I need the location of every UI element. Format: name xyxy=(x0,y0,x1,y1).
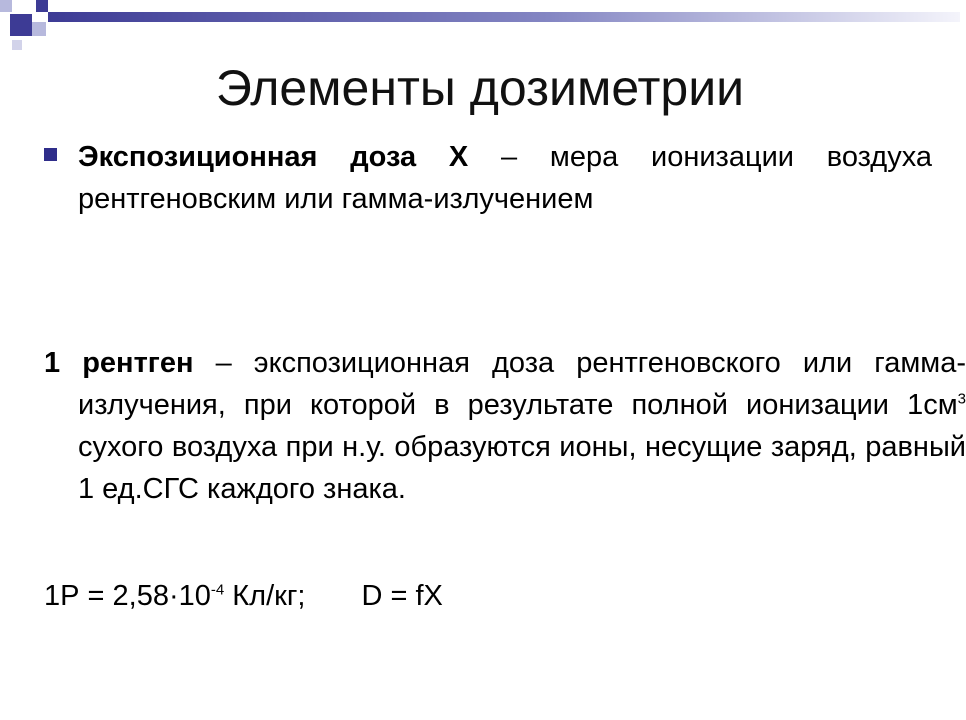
formula-left-b: Кл/кг; xyxy=(224,580,306,612)
bullet-paragraph xyxy=(78,136,932,220)
decor-square xyxy=(0,0,12,12)
formula-right: D = fX xyxy=(361,580,443,612)
decor-square xyxy=(32,22,46,36)
bullet-term: Экспозиционная доза Х xyxy=(78,141,469,173)
formula-exponent: -4 xyxy=(210,581,225,599)
formula-line xyxy=(44,576,443,616)
header-gradient-bar xyxy=(48,12,960,22)
decor-square xyxy=(36,0,48,12)
formula-left-a: 1Р = 2,58·10 xyxy=(44,580,211,612)
definition-text-a: – экспозиционная доза рентгеновского или гамма-излучения, при которой в результате полной ионизации 1см xyxy=(78,347,966,421)
bullet-square-icon xyxy=(44,148,63,167)
bullet-text: – мера ионизации воздуха рентгеновским или гамма-излучением xyxy=(78,141,933,215)
definition-term: 1 рентген xyxy=(44,347,194,379)
decor-square xyxy=(12,40,22,50)
definition-text-b: сухого воздуха при н.у. образуются ионы, несущие заряд, равный 1 ед.СГС каждого знака. xyxy=(78,431,966,505)
definition-paragraph xyxy=(44,342,966,510)
decor-square xyxy=(10,14,32,36)
definition-superscript: 3 xyxy=(957,390,966,408)
slide-title: Элементы дозиметрии xyxy=(215,60,745,116)
